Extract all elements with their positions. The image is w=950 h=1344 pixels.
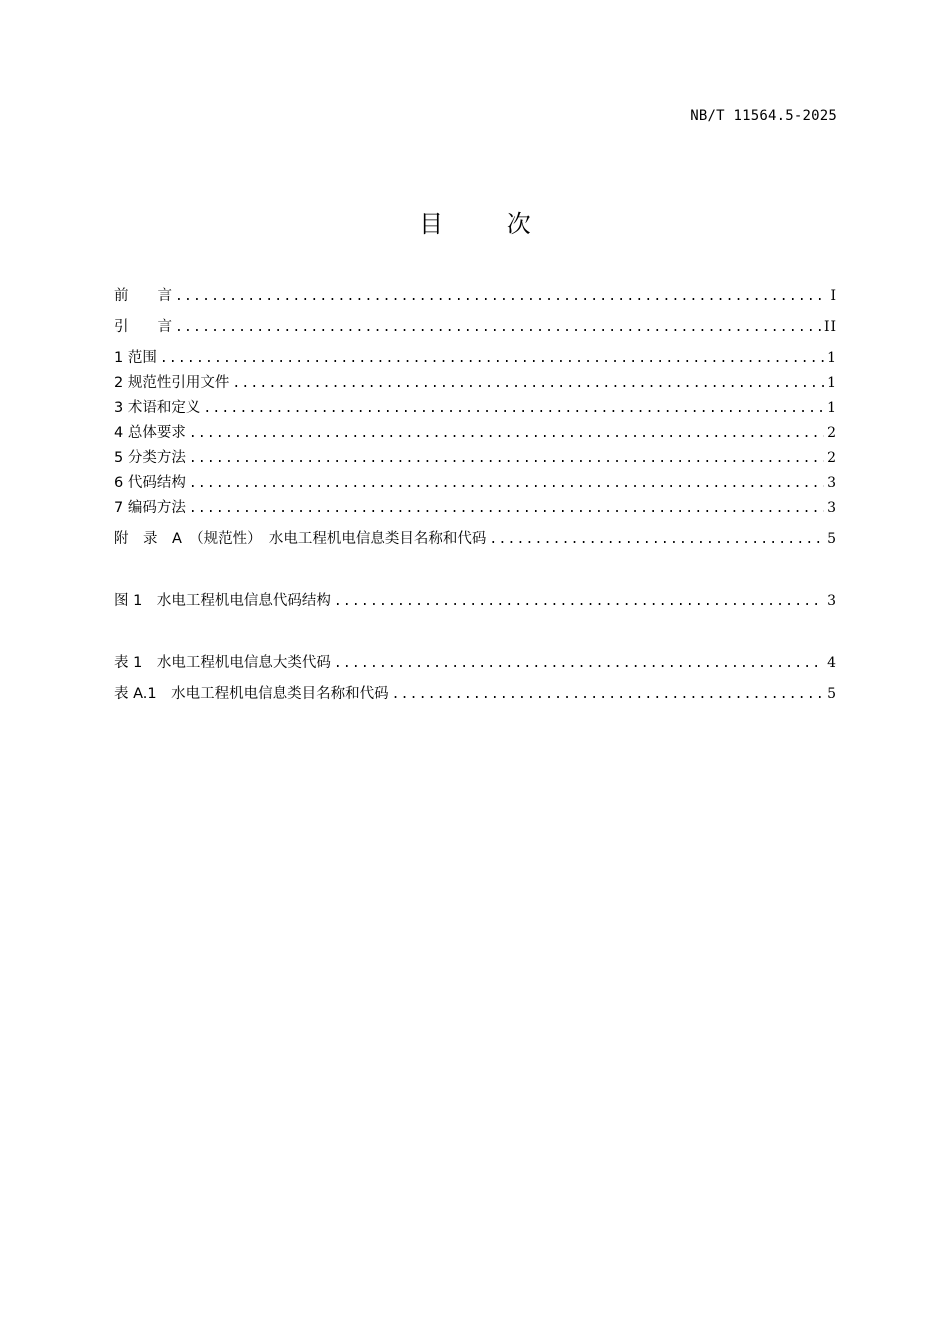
toc-entry-classification-method[interactable] — [114, 447, 837, 469]
toc-entry-label: 4 总体要求 — [114, 425, 186, 441]
toc-entry-label: 2 规范性引用文件 — [114, 375, 230, 391]
toc-leader-dots — [334, 591, 824, 613]
toc-leader-dots — [189, 498, 824, 520]
toc-entry-page: 3 — [827, 475, 837, 491]
toc-entry-foreword[interactable] — [114, 285, 837, 307]
toc-entry-code-structure[interactable] — [114, 472, 837, 494]
toc-entry-figure-1[interactable] — [114, 590, 837, 612]
toc-entry-page: 1 — [827, 400, 837, 416]
toc-entry-label: 5 分类方法 — [114, 450, 186, 466]
toc-entry-scope[interactable] — [114, 347, 837, 369]
toc-entry-coding-method[interactable] — [114, 497, 837, 519]
toc-entry-label: 附 录 A （规范性） 水电工程机电信息类目名称和代码 — [114, 531, 487, 547]
toc-leader-dots — [175, 317, 821, 339]
toc-leader-dots — [189, 473, 824, 495]
toc-leader-dots — [489, 529, 824, 551]
toc-entry-page: 5 — [827, 531, 837, 547]
toc-entry-label: 图 1 水电工程机电信息代码结构 — [114, 593, 331, 609]
toc-entry-normative-references[interactable] — [114, 372, 837, 394]
toc-entry-page: II — [823, 319, 837, 335]
toc-entry-table-1[interactable] — [114, 652, 837, 674]
toc-leader-dots — [203, 398, 824, 420]
toc-entry-table-a1[interactable] — [114, 683, 837, 705]
toc-entry-page: 4 — [827, 655, 837, 671]
toc-entry-label: 前 言 — [114, 288, 172, 304]
toc-entry-label: 6 代码结构 — [114, 475, 186, 491]
toc-entry-general-requirements[interactable] — [114, 422, 837, 444]
toc-entry-introduction[interactable] — [114, 316, 837, 338]
toc-leader-dots — [189, 448, 824, 470]
toc-entry-page: 3 — [827, 593, 837, 609]
toc-entry-annex-a[interactable] — [114, 528, 837, 550]
toc-entry-page: I — [830, 288, 837, 304]
page-title: 目 次 — [419, 210, 559, 238]
toc-entry-page: 2 — [827, 425, 837, 441]
toc-entry-page: 1 — [827, 375, 837, 391]
toc-leader-dots — [232, 373, 824, 395]
standard-code: NB/T 11564.5-2025 — [690, 108, 837, 124]
toc-entry-label: 3 术语和定义 — [114, 400, 201, 416]
toc-entry-terms-definitions[interactable] — [114, 397, 837, 419]
toc-entry-label: 1 范围 — [114, 350, 157, 366]
toc-entry-page: 5 — [827, 686, 837, 702]
toc-entry-page: 2 — [827, 450, 837, 466]
toc-leader-dots — [160, 348, 824, 370]
toc-leader-dots — [189, 423, 824, 445]
toc-entry-label: 表 A.1 水电工程机电信息类目名称和代码 — [114, 686, 389, 702]
toc-leader-dots — [392, 684, 824, 706]
toc-leader-dots — [334, 653, 824, 675]
toc-entry-label: 引 言 — [114, 319, 172, 335]
toc-entry-page: 3 — [827, 500, 837, 516]
toc-leader-dots — [175, 286, 827, 308]
toc-entry-label: 表 1 水电工程机电信息大类代码 — [114, 655, 331, 671]
toc-entry-label: 7 编码方法 — [114, 500, 186, 516]
toc-entry-page: 1 — [827, 350, 837, 366]
